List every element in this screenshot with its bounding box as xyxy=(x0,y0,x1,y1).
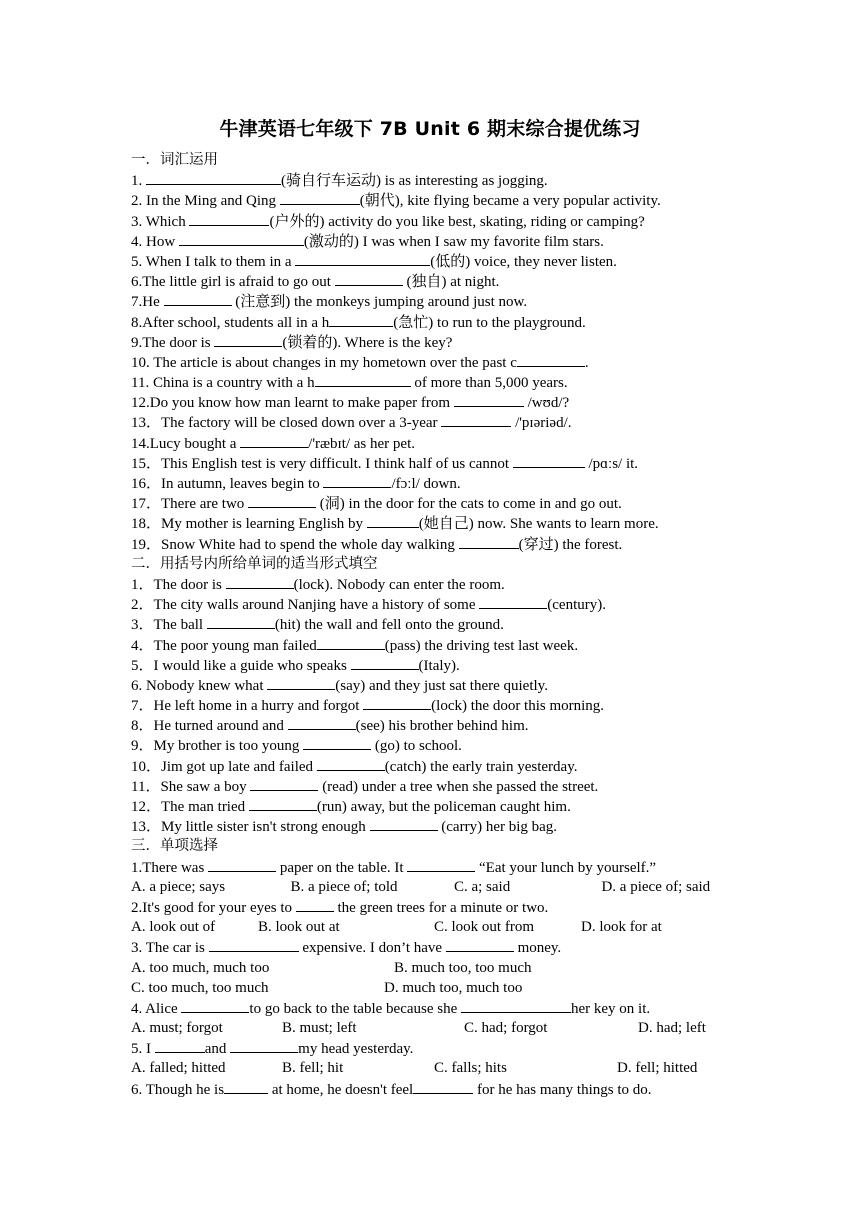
question-text: 1.There was xyxy=(131,859,209,876)
answer-blank[interactable] xyxy=(295,251,430,266)
vocabulary-question xyxy=(131,291,741,311)
word-form-question xyxy=(131,695,741,715)
word-form-question xyxy=(131,614,741,634)
answer-option[interactable]: D. had; left xyxy=(638,1020,706,1037)
question-text: /'ræbɪt/ as her pet. xyxy=(308,435,416,452)
question-text: 13．The factory will be closed down over a 3-year xyxy=(131,415,442,432)
answer-option[interactable]: A. must; forgot xyxy=(131,1020,223,1037)
answer-options-row xyxy=(131,917,741,937)
question-text: 7．He left home in a hurry and forgot xyxy=(131,698,364,715)
question-text: (say) and they just sat there quietly. xyxy=(335,677,548,694)
question-text: (catch) the early train yesterday. xyxy=(384,758,578,775)
answer-blank[interactable] xyxy=(459,534,519,549)
answer-blank[interactable] xyxy=(323,473,391,488)
question-text: 15．This English test is very difficult. I think half of us cannot xyxy=(131,455,513,472)
question-text: 4. How xyxy=(131,233,179,250)
vocabulary-question xyxy=(131,211,741,231)
answer-options-row xyxy=(131,958,741,978)
question-text: /fɔːl/ down. xyxy=(391,476,461,492)
vocabulary-question xyxy=(131,372,741,392)
answer-option[interactable]: C. had; forgot xyxy=(464,1020,548,1037)
question-text: and xyxy=(204,1041,231,1058)
question-text: 11．She saw a boy xyxy=(131,778,251,795)
question-text: my head yesterday. xyxy=(298,1041,414,1058)
question-text: expensive. I don’t have xyxy=(298,940,446,957)
question-text: (run) away, but the policeman caught him. xyxy=(316,799,571,815)
vocabulary-question xyxy=(131,412,741,432)
vocabulary-question xyxy=(131,231,741,251)
question-text: 2.It's good for your eyes to xyxy=(131,899,296,916)
answer-blank[interactable] xyxy=(214,332,282,347)
question-text: 3. Which xyxy=(131,213,190,230)
question-text: 2．The city walls around Nanjing have a history of some xyxy=(131,597,480,614)
answer-blank[interactable] xyxy=(280,190,360,205)
question-text: (lock) the door this morning. xyxy=(431,698,605,715)
question-text: 2. In the Ming and Qing xyxy=(131,193,280,210)
vocabulary-question xyxy=(131,271,741,291)
question-text: 6. Nobody knew what xyxy=(131,677,268,694)
question-text: (她自己) now. She wants to learn more. xyxy=(418,516,659,533)
word-form-question xyxy=(131,594,741,614)
answer-blank[interactable] xyxy=(250,776,318,791)
word-form-question xyxy=(131,655,741,675)
answer-blank[interactable] xyxy=(317,756,385,771)
word-form-question xyxy=(131,635,741,655)
question-text: to go back to the table because she xyxy=(249,1000,461,1017)
answer-blank[interactable] xyxy=(209,937,299,952)
answer-blank[interactable] xyxy=(329,312,393,327)
question-text: (注意到) the monkeys jumping around just now. xyxy=(231,294,528,311)
answer-option[interactable]: B. must; left xyxy=(282,1020,357,1037)
question-text: (go) to school. xyxy=(371,738,462,755)
choice-question-stem xyxy=(131,1079,741,1099)
vocabulary-question xyxy=(131,473,741,493)
question-text: 5. When I talk to them in a xyxy=(131,253,296,270)
answer-blank[interactable] xyxy=(224,1079,268,1094)
question-text: 9.The door is xyxy=(131,334,215,351)
vocabulary-question xyxy=(131,170,741,190)
question-text: 4. Alice xyxy=(131,1000,182,1017)
question-text: 17．There are two xyxy=(131,496,249,513)
question-text: (户外的) activity do you like best, skating, riding or camping? xyxy=(269,213,645,230)
answer-blank[interactable] xyxy=(315,372,411,387)
answer-option[interactable]: C. too much, too much xyxy=(131,979,269,996)
answer-blank[interactable] xyxy=(248,493,316,508)
page-title: 牛津英语七年级下 7B Unit 6 期末综合提优练习 xyxy=(219,118,641,140)
answer-option[interactable]: A. falled; hitted xyxy=(131,1060,226,1077)
answer-blank[interactable] xyxy=(479,594,547,609)
question-text: 3. The car is xyxy=(131,940,209,957)
answer-options-row xyxy=(131,978,741,998)
question-text: (独自) at night. xyxy=(402,274,500,291)
answer-blank[interactable] xyxy=(407,857,475,872)
question-text: her key on it. xyxy=(571,1000,651,1017)
question-text: 19．Snow White had to spend the whole day walking xyxy=(131,536,459,553)
answer-option[interactable]: B. fell; hit xyxy=(282,1060,344,1077)
question-text: 10．Jim got up late and failed xyxy=(131,758,317,775)
word-form-question xyxy=(131,675,741,695)
question-text: (century). xyxy=(547,597,606,614)
answer-options-row xyxy=(131,1058,741,1078)
section-heading-multiple-choice: 三．单项选择 xyxy=(131,838,218,855)
question-text: 3．The ball xyxy=(131,617,207,634)
answer-blank[interactable] xyxy=(351,655,419,670)
question-text: 8.After school, students all in a h xyxy=(131,314,330,331)
vocabulary-question xyxy=(131,312,741,332)
answer-blank[interactable] xyxy=(189,211,269,226)
question-text: (穿过) the forest. xyxy=(518,536,623,553)
question-text: 5．I would like a guide who speaks xyxy=(131,657,351,674)
question-text: (锁着的). Where is the key? xyxy=(282,334,453,351)
answer-option[interactable]: C. falls; hits xyxy=(434,1060,507,1077)
answer-option[interactable]: B. much too, too much xyxy=(394,959,532,976)
answer-blank[interactable] xyxy=(370,816,438,831)
question-text: (hit) the wall and fell onto the ground. xyxy=(274,617,504,634)
question-text: (激动的) I was when I saw my favorite film stars. xyxy=(303,233,604,250)
question-text: 6.The little girl is afraid to go out xyxy=(131,274,335,291)
answer-option[interactable]: D. fell; hitted xyxy=(617,1060,698,1077)
question-text: /pɑːs/ it. xyxy=(584,455,639,472)
question-text: paper on the table. It xyxy=(276,859,408,876)
answer-option[interactable]: D. a piece of; said xyxy=(601,878,711,895)
question-text: 12．The man tried xyxy=(131,799,249,815)
answer-blank[interactable] xyxy=(240,433,308,448)
vocabulary-question xyxy=(131,433,741,453)
question-text: (低的) voice, they never listen. xyxy=(430,253,617,270)
question-text: 1．The door is xyxy=(131,576,226,593)
answer-option[interactable]: C. look out from xyxy=(434,919,534,936)
question-text: (lock). Nobody can enter the room. xyxy=(293,576,505,593)
answer-blank[interactable] xyxy=(441,412,511,427)
answer-blank[interactable] xyxy=(513,453,585,468)
answer-blank[interactable] xyxy=(230,1038,298,1053)
answer-option[interactable]: C. a; said xyxy=(453,878,511,895)
question-text: 4．The poor young man failed xyxy=(131,637,317,654)
answer-blank[interactable] xyxy=(446,937,514,952)
word-form-question xyxy=(131,796,741,816)
question-text: 12.Do you know how man learnt to make paper from xyxy=(131,395,454,412)
answer-option[interactable]: A. a piece; says xyxy=(131,878,226,895)
question-text: 6. Though he is xyxy=(131,1081,225,1098)
answer-blank[interactable] xyxy=(267,675,335,690)
choice-question-stem xyxy=(131,937,741,957)
answer-blank[interactable] xyxy=(226,574,294,589)
answer-options-row xyxy=(131,1018,741,1038)
answer-blank[interactable] xyxy=(517,352,585,367)
question-text: for he has many things to do. xyxy=(473,1081,652,1098)
vocabulary-question xyxy=(131,190,741,210)
answer-blank[interactable] xyxy=(146,170,281,185)
answer-option[interactable]: A. too much, much too xyxy=(131,959,270,976)
question-text: 16．In autumn, leaves begin to xyxy=(131,476,324,492)
answer-blank[interactable] xyxy=(207,614,275,629)
vocabulary-question xyxy=(131,513,741,533)
question-text: money. xyxy=(513,940,562,957)
vocabulary-question xyxy=(131,392,741,412)
word-form-question xyxy=(131,735,741,755)
question-text: (read) under a tree when she passed the street. xyxy=(318,778,599,795)
question-text: at home, he doesn't feel xyxy=(268,1081,414,1098)
worksheet-content xyxy=(131,150,741,1099)
vocabulary-question xyxy=(131,453,741,473)
answer-blank[interactable] xyxy=(413,1079,473,1094)
vocabulary-question xyxy=(131,493,741,513)
question-text: 10. The article is about changes in my hometown over the past c xyxy=(131,354,517,371)
word-form-question xyxy=(131,816,741,836)
answer-blank[interactable] xyxy=(155,1038,205,1053)
section-heading-word-forms: 二．用括号内所给单词的适当形式填空 xyxy=(131,555,378,572)
choice-question-stem xyxy=(131,1038,741,1058)
question-text: 1. xyxy=(131,173,146,190)
question-text: (see) his brother behind him. xyxy=(355,718,529,735)
answer-blank[interactable] xyxy=(181,998,249,1013)
question-text: (急忙) to run to the playground. xyxy=(393,314,586,331)
answer-blank[interactable] xyxy=(367,513,419,528)
answer-blank[interactable] xyxy=(454,392,524,407)
answer-blank[interactable] xyxy=(288,715,356,730)
answer-option[interactable]: D. much too, much too xyxy=(384,979,523,996)
question-text: 14.Lucy bought a xyxy=(131,435,241,452)
vocabulary-question xyxy=(131,251,741,271)
answer-blank[interactable] xyxy=(335,271,403,286)
question-text: (carry) her big bag. xyxy=(437,819,558,836)
choice-question-stem xyxy=(131,998,741,1018)
answer-blank[interactable] xyxy=(317,635,385,650)
question-text: /'pɪəriəd/. xyxy=(511,415,572,432)
vocabulary-question xyxy=(131,534,741,554)
question-text: 18．My mother is learning English by xyxy=(131,516,367,533)
question-text: (洞) in the door for the cats to come in and go out. xyxy=(316,496,622,513)
answer-blank[interactable] xyxy=(296,897,334,912)
word-form-question xyxy=(131,776,741,796)
word-form-question xyxy=(131,715,741,735)
question-text: 9．My brother is too young xyxy=(131,738,304,755)
answer-blank[interactable] xyxy=(208,857,276,872)
answer-blank[interactable] xyxy=(363,695,431,710)
vocabulary-question xyxy=(131,352,741,372)
question-text: “Eat your lunch by yourself.” xyxy=(475,859,657,876)
question-text: (骑自行车运动) is as interesting as jogging. xyxy=(281,173,548,190)
section-heading-vocabulary: 一．词汇运用 xyxy=(131,152,218,168)
question-text: the green trees for a minute or two. xyxy=(333,899,549,916)
answer-options-row xyxy=(131,877,741,897)
question-text: (朝代), kite flying became a very popular activity. xyxy=(359,193,661,210)
choice-question-stem xyxy=(131,897,741,917)
question-text: (pass) the driving test last week. xyxy=(384,637,579,654)
answer-blank[interactable] xyxy=(164,291,232,306)
word-form-question xyxy=(131,574,741,594)
answer-blank[interactable] xyxy=(249,796,317,811)
question-text: 13．My little sister isn't strong enough xyxy=(131,819,370,836)
answer-option[interactable]: A. look out of xyxy=(131,919,216,936)
vocabulary-question xyxy=(131,332,741,352)
answer-option[interactable]: B. look out at xyxy=(258,919,340,936)
answer-option[interactable]: D. look for at xyxy=(581,919,662,936)
choice-question-stem xyxy=(131,857,741,877)
answer-blank[interactable] xyxy=(461,998,571,1013)
question-text: 8．He turned around and xyxy=(131,718,288,735)
question-text: (Italy). xyxy=(418,657,460,674)
word-form-question xyxy=(131,756,741,776)
answer-blank[interactable] xyxy=(179,231,304,246)
question-text: 5. I xyxy=(131,1041,155,1058)
question-text: . xyxy=(584,354,589,371)
question-text: 7.He xyxy=(131,294,164,311)
question-text: /wʊd/? xyxy=(523,395,570,412)
question-text: 11. China is a country with a h xyxy=(131,375,315,392)
answer-blank[interactable] xyxy=(303,735,371,750)
question-text: of more than 5,000 years. xyxy=(410,375,568,392)
answer-option[interactable]: B. a piece of; told xyxy=(290,878,398,895)
